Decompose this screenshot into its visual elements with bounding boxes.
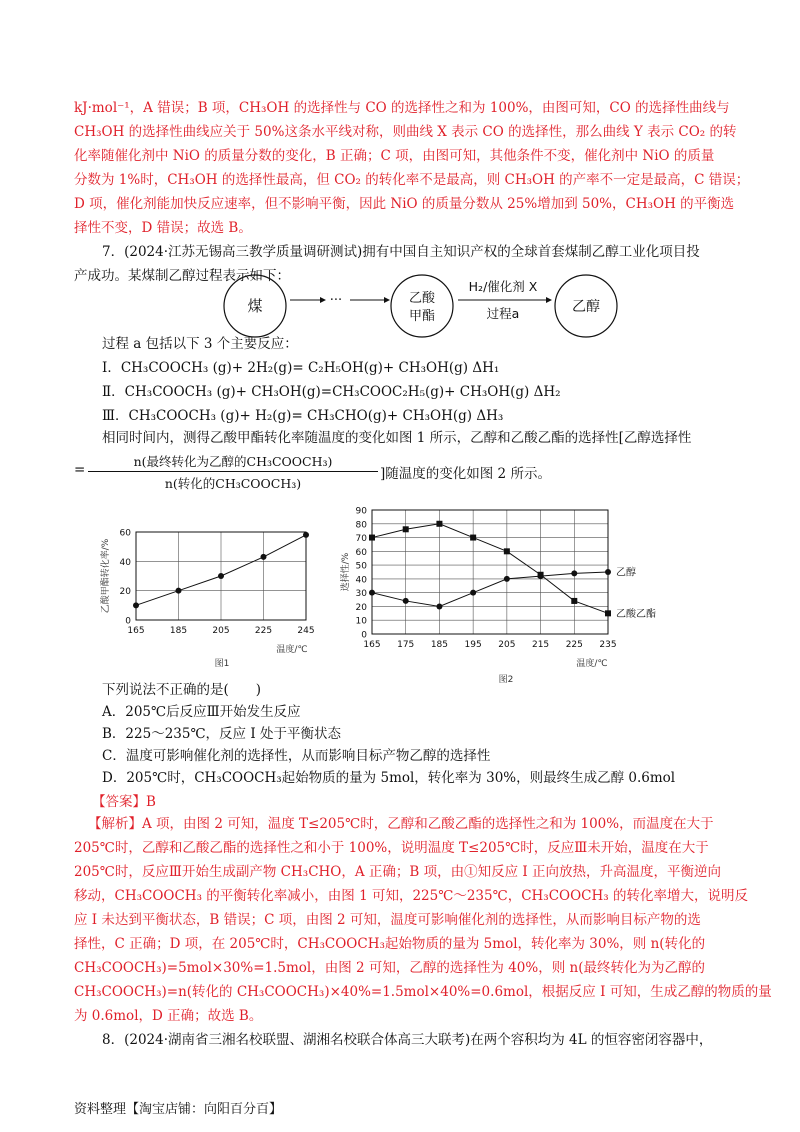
y-tick-label: 40 [355,575,367,586]
option-c: C．温度可影响催化剂的选择性，从而影响目标产物乙醇的选择性 [102,748,491,764]
flow-arrow-top-label: H₂/催化剂 X [468,279,538,294]
analysis-line: 205℃时，乙醇和乙酸乙酯的选择性之和小于 100%，说明温度 T≤205℃时，反应Ⅲ未开始，温度在大于 [74,840,709,856]
y-tick-label: 70 [355,534,367,545]
data-point-circle [571,570,577,576]
y-axis-label: 选择性/% [341,552,351,592]
data-point-square [403,526,409,532]
flow-ester-bottom: 甲酯 [408,309,436,324]
option-d: D．205℃时，CH₃COOCH₃起始物质的量为 5mol，转化率为 30%，则最终生成乙醇 0.6mol [102,770,676,786]
figure-caption: 图2 [498,675,514,685]
prev-analysis-line: 分数为 1%时，CH₃OH 的选择性最高，但 CO₂ 的转化率不是最高，则 CH₃OH 的产率不一定是最高，C 错误； [74,172,750,188]
data-point-circle [504,576,510,582]
option-a: A．205℃后反应Ⅲ开始发生反应 [102,704,301,720]
process-flow-diagram [200,270,650,344]
x-tick-label: 185 [430,640,449,650]
x-tick-label: 215 [531,640,550,650]
question-prompt: 下列说法不正确的是( ) [102,682,262,698]
x-tick-label: 205 [212,626,230,636]
reaction-1: I．CH₃COOCH₃ (g)+ 2H₂(g)= C₂H₅OH(g)+ CH₃OH(g) ΔH₁ [102,360,500,376]
analysis-line: CH₃COOCH₃)=5mol×30%=1.5mol，由图 2 可知，乙醇的选择性为 40%，则 n(最终转化为为乙醇的 [74,960,705,976]
x-tick-label: 195 [464,640,482,650]
data-point-square [538,572,544,578]
y-tick-label: 80 [355,520,367,531]
x-tick-label: 165 [363,640,381,650]
x-tick-label: 175 [397,640,415,650]
analysis-line: 应 I 未达到平衡状态，B 错误；C 项，由图 2 可知，温度可影响催化剂的选择性，从而影响目标产物的选 [74,912,701,928]
prev-analysis-line: kJ·mol⁻¹，A 错误；B 项，CH₃OH 的选择性与 CO 的选择性之和为 100%，由图可知，CO 的选择性曲线与 [74,100,730,116]
analysis-line: 【解析】A 项，由图 2 可知，温度 T≤205℃时，乙醇和乙酸乙酯的选择性之和为 100%，而温度在大于 [88,816,714,832]
analysis-line: 205℃时，反应Ⅲ开始生成副产物 CH₃CHO，A 正确；B 项，由①知反应 I 正向放热，升高温度，平衡逆向 [74,864,722,880]
x-axis-label: 温度/℃ [276,645,308,655]
x-tick-label: 165 [127,626,145,636]
x-tick-label: 185 [169,626,188,636]
x-tick-label: 205 [498,640,516,650]
formula-denominator: n(转化的CH₃COOCH₃) [164,476,302,491]
x-tick-label: 245 [297,626,315,636]
prev-analysis-line: D 项，催化剂能加快反应速率，但不影响平衡，因此 NiO 的质量分数从 25%增加到 50%，CH₃OH 的平衡选 [74,196,735,212]
y-tick-label: 50 [355,561,367,572]
data-point-circle [403,598,409,604]
y-tick-label: 30 [355,589,367,600]
process-intro: 过程 a 包括以下 3 个主要反应： [102,336,298,352]
data-point-square [571,598,577,604]
data-point-circle [218,573,224,579]
data-point-circle [261,554,267,560]
data-point-square [436,521,442,527]
figure-2-chart [336,500,676,690]
series-label: 乙醇 [616,567,636,579]
y-tick-label: 40 [119,557,131,568]
y-axis-label: 乙酸甲酯转化率/% [101,538,111,614]
question-stem: 产成功。某煤制乙醇过程表示如下： [74,268,290,284]
flow-dots: ··· [329,293,343,308]
analysis-line: 移动，CH₃COOCH₃ 的平衡转化率减小，由图 1 可知，225℃～235℃，CH₃COOCH₃ 的转化率增大，说明反 [74,888,748,904]
data-point-square [369,535,375,541]
data-point-square [504,548,510,554]
data-point-circle [176,588,182,594]
flow-ethanol: 乙醇 [572,299,600,315]
reaction-2: Ⅱ．CH₃COOCH₃ (g)+ CH₃OH(g)=CH₃COOC₂H₅(g)+ CH₃OH(g) ΔH₂ [102,384,561,400]
y-tick-label: 0 [361,630,367,641]
prev-analysis-line: 化率随催化剂中 NiO 的质量分数的变化，B 正确；C 项，由图可知，其他条件不变，催化剂中 NiO 的质量 [74,148,715,164]
y-tick-label: 60 [355,547,367,558]
x-tick-label: 235 [599,640,617,650]
analysis-line: CH₃COOCH₃)=n(转化的 CH₃COOCH₃)×40%=1.5mol×40%=0.6mol，根据反应 I 可知，生成乙醇的物质的量 [74,984,772,1000]
data-point-circle [133,602,139,608]
formula-numerator: n(最终转化为乙醇的CH₃COOCH₃) [133,454,333,469]
y-tick-label: 10 [355,616,367,627]
footer-note: 资料整理【淘宝店铺：向阳百分百】 [74,1102,283,1117]
y-tick-label: 20 [119,587,131,598]
data-point-square [605,610,611,616]
series-label: 乙酸乙酯 [616,608,656,620]
answer-label: 【答案】B [92,794,156,810]
data-point-circle [436,603,442,609]
analysis-line: 择性，C 正确；D 项，在 205℃时，CH₃COOCH₃起始物质的量为 5mol，转化率为 30%，则 n(转化的 [74,936,706,952]
prev-analysis-line: 择性不变，D 错误；故选 B。 [74,220,252,236]
formula-suffix: ]随温度的变化如图 2 所示。 [380,466,551,482]
prev-analysis-line: CH₃OH 的选择性曲线应关于 50%这条水平线对称，则曲线 X 表示 CO 的选择性，那么曲线 Y 表示 CO₂ 的转 [74,124,737,140]
reaction-3: Ⅲ．CH₃COOCH₃ (g)+ H₂(g)= CH₃CHO(g)+ CH₃OH(g) ΔH₃ [102,408,504,424]
data-point-square [470,535,476,541]
y-tick-label: 90 [355,506,367,517]
figure-1-chart [92,520,332,680]
figure-caption: 图1 [214,659,230,669]
x-tick-label: 225 [565,640,583,650]
option-b: B．225～235℃，反应 I 处于平衡状态 [102,726,341,742]
question-stem: 7．(2024·江苏无锡高三教学质量调研测试)拥有中国自主知识产权的全球首套煤制乙醇工业化项目投 [102,244,700,260]
flow-coal: 煤 [247,297,263,315]
flow-arrow-bottom-label: 过程a [486,306,520,321]
data-point-circle [303,532,309,538]
data-point-circle [369,590,375,596]
x-tick-label: 225 [254,626,273,636]
next-question-stem: 8．(2024·湖南省三湘名校联盟、湖湘名校联合体高三大联考)在两个容积均为 4L 的恒容密闭容器中， [102,1032,713,1048]
data-point-circle [470,590,476,596]
y-tick-label: 0 [125,616,131,627]
analysis-line: 为 0.6mol，D 正确；故选 B。 [74,1008,263,1024]
data-point-circle [605,569,611,575]
y-tick-label: 60 [119,528,131,539]
description-line: 相同时间内，测得乙酸甲酯转化率随温度的变化如图 1 所示，乙醇和乙酸乙酯的选择性[乙醇选择性 [102,430,692,446]
x-axis-label: 温度/℃ [576,659,608,669]
y-tick-label: 20 [355,602,367,613]
formula-equals: = [74,462,86,478]
flow-ester-top: 乙酸 [408,291,436,306]
